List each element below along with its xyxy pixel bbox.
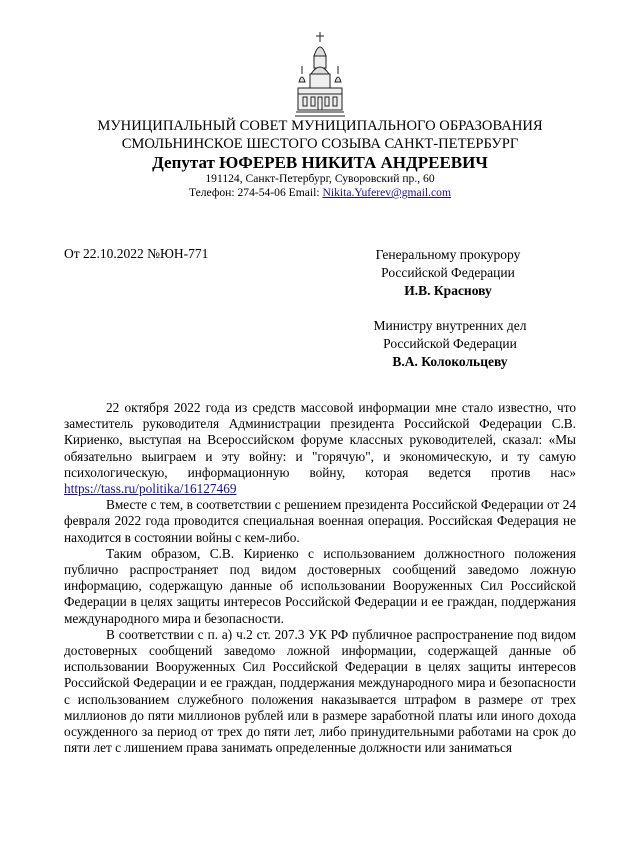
deputy-address: 191124, Санкт-Петербург, Суворовский пр., 60 — [205, 172, 435, 185]
addressee-title: Министру внутренних дел — [373, 318, 527, 333]
letter-body — [64, 400, 576, 756]
paragraph-3-text: Таким образом, С.В. Кириенко с использованием должностного положения публично распространяет под видом достоверных сообщений заведомо ложную информацию, содержащую данные об использовании Вооруженных Сил Российской Федерации в целях защиты интересов Российской Федерации и ее граждан, поддержания международного мира и безопасности. — [64, 545, 576, 626]
paragraph-4-text: В соответствии с п. а) ч.2 ст. 207.3 УК РФ публичное распространение под видом достоверных сообщений заведомо ложной информации, содержащей данные об использовании Вооруженных Сил Российской Федерации в целях защиты интересов Российской Федерации и ее граждан, поддержания международного мира и безопасности с использованием служебного положения наказывается штрафом в размере от трех миллионов до пяти миллионов рублей или в размере заработной платы или иного дохода осужденного за период от трех до пяти лет, либо принудительными работами на срок до пяти лет с лишением права занимать определенные должности или заниматься — [64, 626, 576, 756]
deputy-contacts — [0, 186, 640, 199]
addressee-title: Генеральному прокурору — [375, 247, 521, 262]
email-link[interactable]: Nikita.Yuferev@gmail.com — [322, 186, 451, 199]
addressee-country: Российской Федерации — [383, 336, 517, 351]
addressee-name: В.А. Колокольцеву — [392, 354, 508, 369]
paragraph-1 — [64, 400, 576, 497]
paragraph-1-text: 22 октября 2022 года из средств массовой информации мне стало известно, что заместитель руководителя Администрации президента Российской Федерации С.В. Кириенко, выступая на Всероссийском форуме классных руководителей, сказал: «Мы обязательно выиграем и эту войну: и "горячую", и экономическую, и ту самую психологическую, информационную войну, которая ведется против нас» — [64, 400, 576, 480]
phone-label: Телефон: 274-54-06 Email: — [188, 186, 323, 199]
paragraph-2 — [64, 497, 576, 546]
council-title-line2: СМОЛЬНИНСКОЕ ШЕСТОГО СОЗЫВА САНКТ-ПЕТЕРБУРГ — [121, 136, 519, 152]
document-reference: От 22.10.2022 №ЮН-771 — [64, 246, 209, 261]
paragraph-3 — [64, 546, 576, 627]
tass-source-link[interactable]: https://tass.ru/politika/16127469 — [64, 481, 237, 497]
cathedral-emblem-icon — [294, 30, 346, 118]
deputy-name: Депутат ЮФЕРЕВ НИКИТА АНДРЕЕВИЧ — [152, 153, 488, 172]
paragraph-2-text: Вместе с тем, в соответствии с решением президента Российской Федерации от 24 февраля 2022 года проводится специальная военная операция. Российская Федерация не находится в состоянии войны с кем-либо. — [64, 497, 576, 545]
paragraph-4 — [64, 627, 576, 757]
addressee-prosecutor — [340, 246, 556, 300]
addressee-name: И.В. Краснову — [404, 283, 492, 298]
addressee-interior-minister — [342, 317, 558, 371]
addressee-country: Российской Федерации — [381, 265, 515, 280]
council-title-line1: МУНИЦИПАЛЬНЫЙ СОВЕТ МУНИЦИПАЛЬНОГО ОБРАЗОВАНИЯ — [97, 118, 543, 134]
